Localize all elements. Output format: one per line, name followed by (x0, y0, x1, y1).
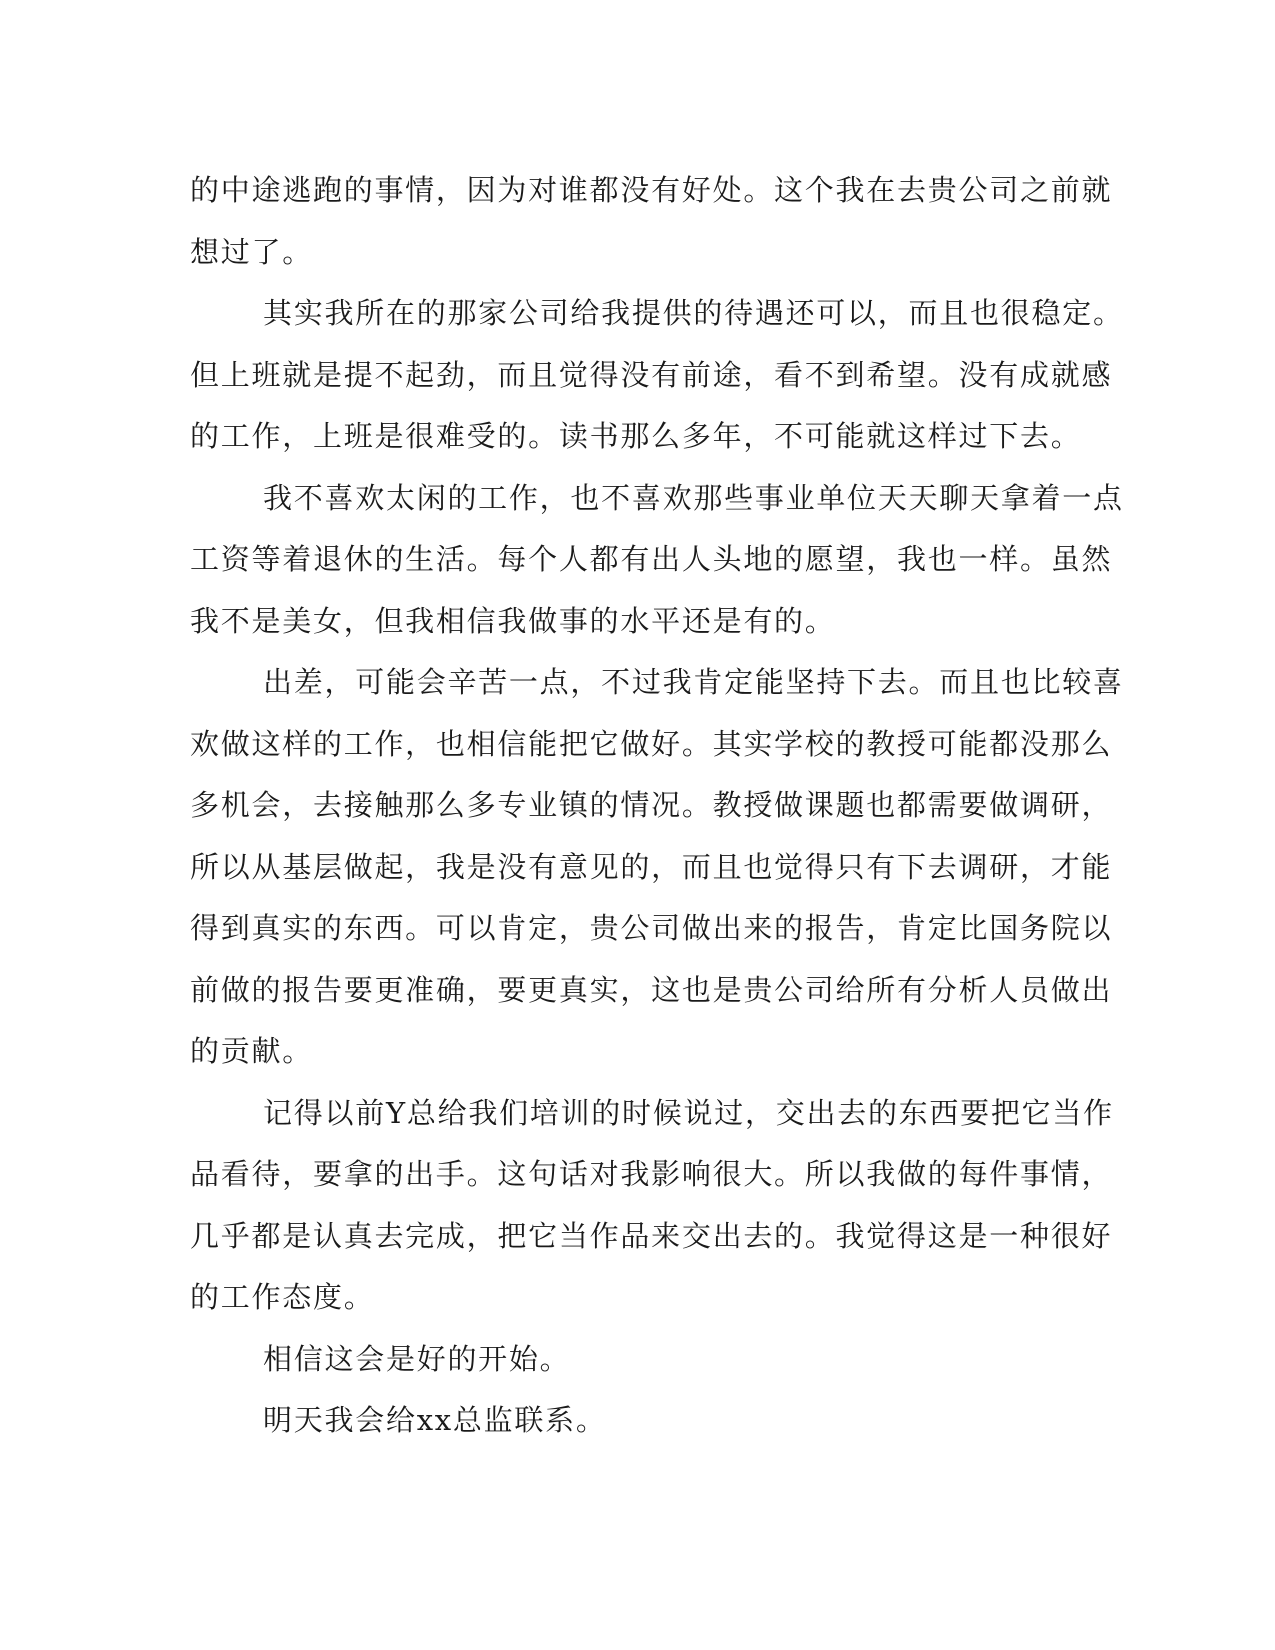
text-line: 想过了。 (190, 234, 313, 269)
text-line: 前做的报告要更准确，要更真实，这也是贵公司给所有分析人员做出 (190, 972, 1113, 1007)
text-line: 的工作态度。 (190, 1280, 375, 1314)
text-line: 欢做这样的工作，也相信能把它做好。其实学校的教授可能都没那么 (190, 726, 1113, 761)
paragraph-first-line: 相信这会是好的开始。 (263, 1341, 571, 1376)
document-body (190, 160, 1124, 1452)
paragraph-first-line: 其实我所在的那家公司给我提供的待遇还可以，而且也很稳定。 (263, 296, 1124, 330)
text-line: 品看待，要拿的出手。这句话对我影响很大。所以我做的每件事情， (190, 1157, 1113, 1191)
text-line: 的工作，上班是很难受的。读书那么多年，不可能就这样过下去。 (190, 419, 1082, 453)
text-line: 的中途逃跑的事情，因为对谁都没有好处。这个我在去贵公司之前就 (190, 173, 1113, 207)
text-line: 我不是美女，但我相信我做事的水平还是有的。 (190, 603, 836, 638)
text-line: 得到真实的东西。可以肯定，贵公司做出来的报告，肯定比国务院以 (190, 911, 1113, 945)
text-line: 几乎都是认真去完成，把它当作品来交出去的。我觉得这是一种很好 (190, 1218, 1113, 1253)
text-line: 工资等着退休的生活。每个人都有出人头地的愿望，我也一样。虽然 (190, 542, 1113, 576)
text-line: 所以从基层做起，我是没有意见的，而且也觉得只有下去调研，才能 (190, 849, 1113, 884)
paragraph-first-line: 记得以前Y总给我们培训的时候说过，交出去的东西要把它当作 (263, 1095, 1114, 1130)
text-line: 的贡献。 (190, 1034, 313, 1068)
text-line: 多机会，去接触那么多专业镇的情况。教授做课题也都需要做调研， (190, 788, 1113, 822)
text-line: 但上班就是提不起劲，而且觉得没有前途，看不到希望。没有成就感 (190, 357, 1113, 392)
paragraph-first-line: 明天我会给xx总监联系。 (263, 1403, 607, 1437)
paragraph-first-line: 出差，可能会辛苦一点，不过我肯定能坚持下去。而且也比较喜 (263, 665, 1124, 699)
paragraph-first-line: 我不喜欢太闲的工作，也不喜欢那些事业单位天天聊天拿着一点 (263, 480, 1124, 515)
